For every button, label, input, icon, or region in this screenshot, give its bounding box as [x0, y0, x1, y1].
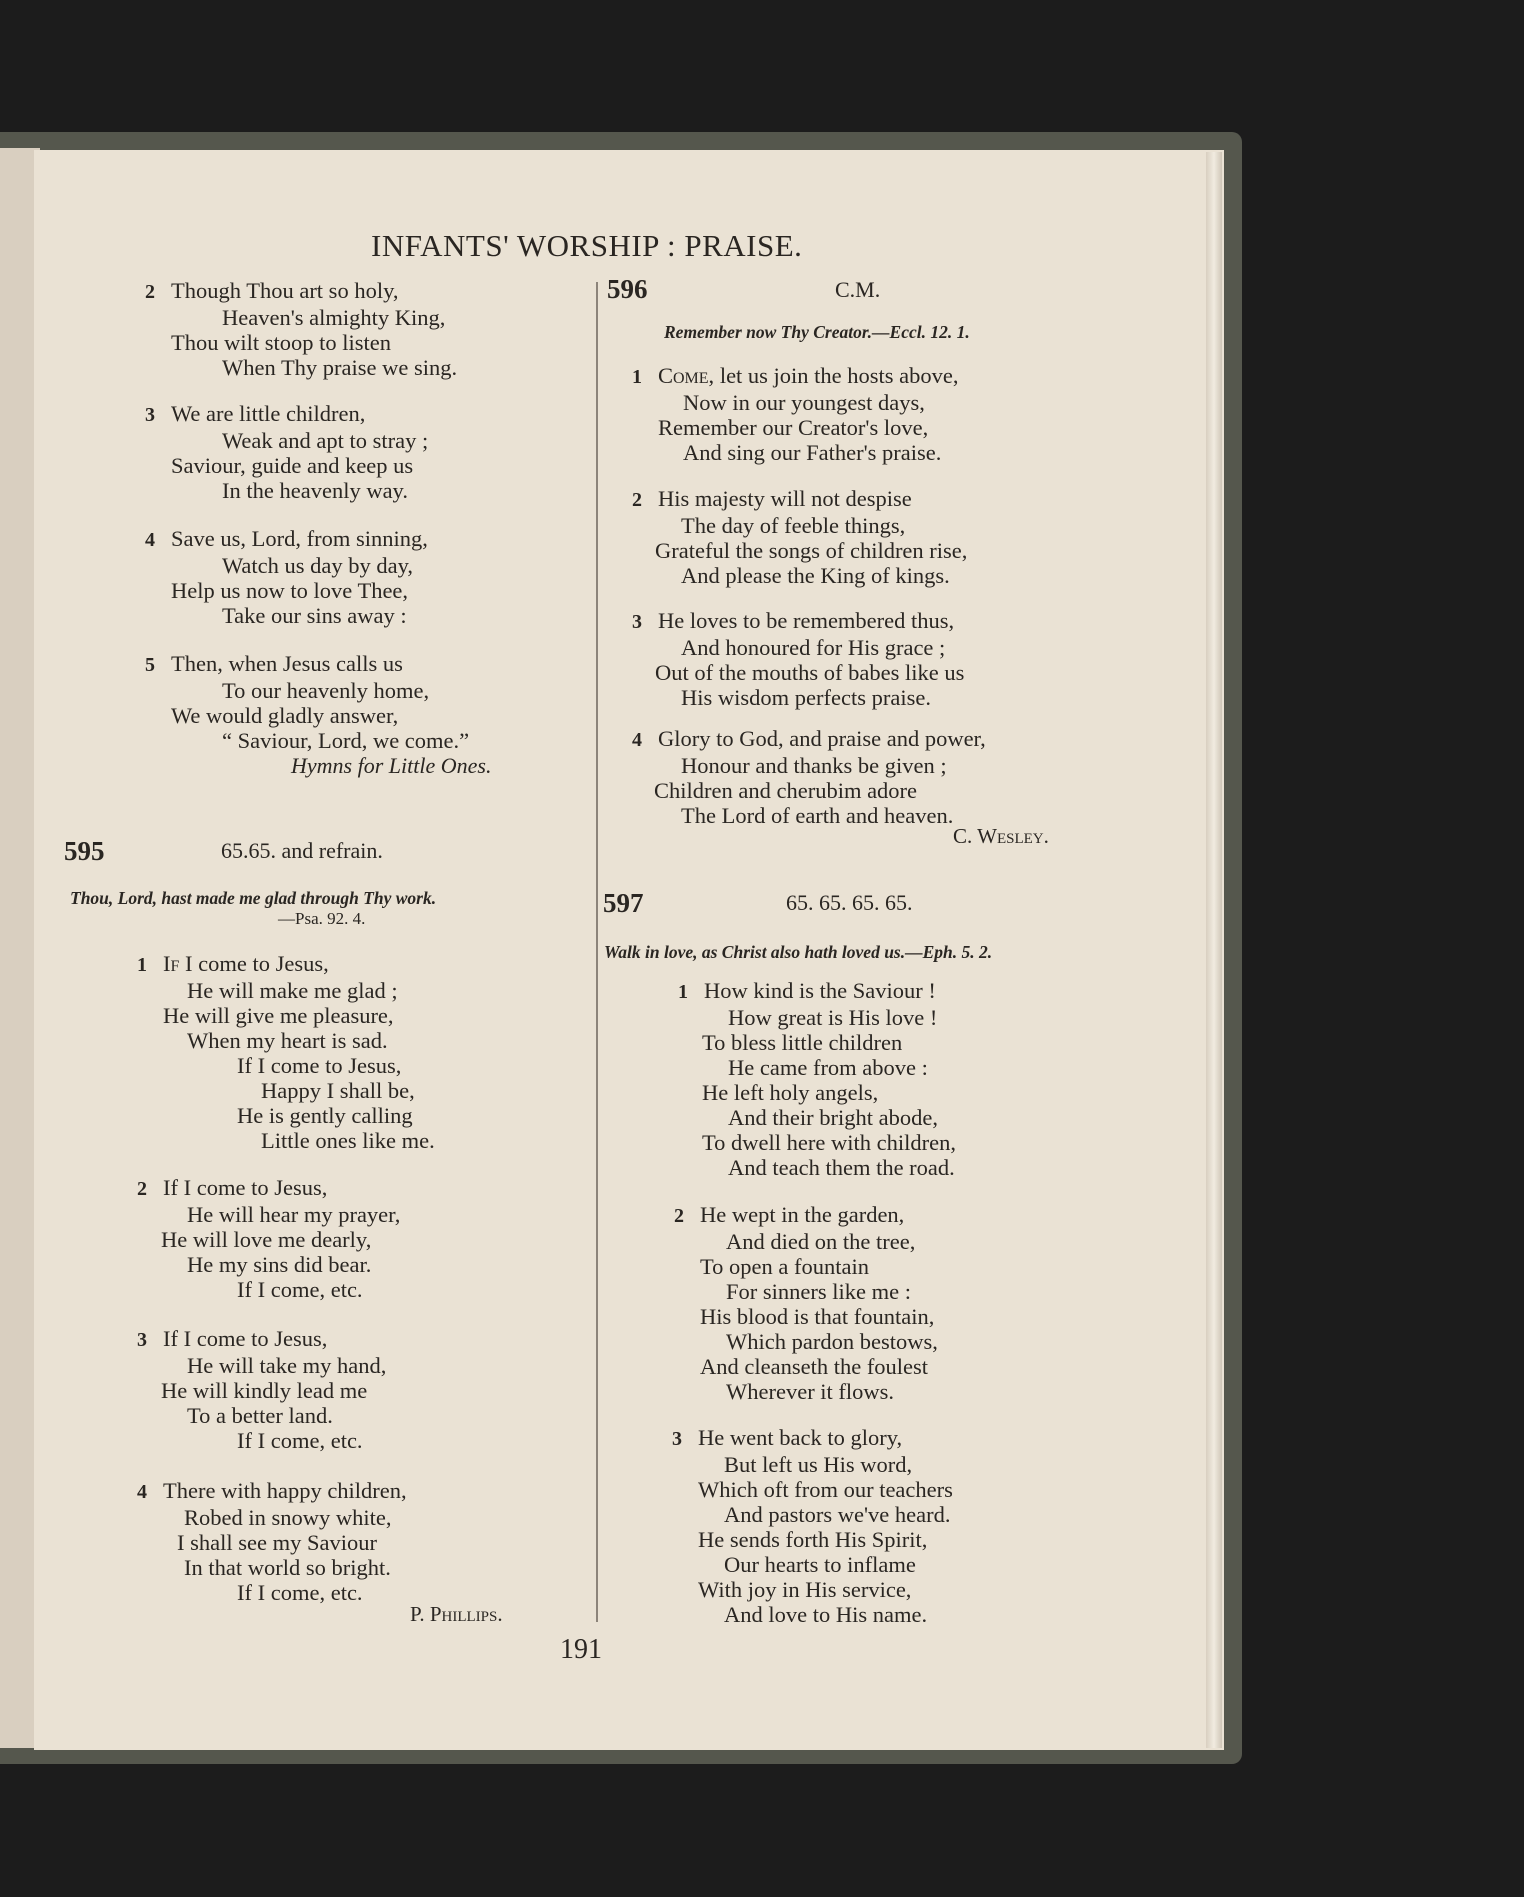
hymn-595-scripture-ref: —Psa. 92. 4. [278, 909, 366, 928]
page-edges [1206, 152, 1222, 1748]
verse-line: He sends forth His Spirit, [698, 1527, 928, 1552]
verse-line: Children and cherubim adore [654, 778, 918, 803]
verse-line: let us join the hosts above, [719, 363, 959, 388]
hymn-596-number: 596 [607, 274, 648, 304]
hymn-595-meter: 65.65. and refrain. [221, 838, 383, 863]
hymn-595-verse-1 [137, 951, 435, 1153]
verse-number: 5 [145, 654, 155, 676]
verse-number: 2 [145, 281, 155, 303]
verse-line: When my heart is sad. [187, 1028, 388, 1053]
hymn-595-verse-4 [137, 1478, 407, 1605]
verse-line: If I come to Jesus, [237, 1053, 402, 1078]
verse-line: Now in our youngest days, [683, 390, 925, 415]
hymn-597-meter: 65. 65. 65. 65. [786, 890, 913, 915]
verse-line: He loves to be remembered thus, [658, 608, 955, 633]
column-rule [596, 282, 598, 1622]
verse-line: I shall see my Saviour [177, 1530, 377, 1555]
verse-line: But left us His word, [724, 1452, 913, 1477]
verse-number: 3 [672, 1428, 682, 1450]
hymn-595-verse-3 [137, 1326, 386, 1453]
verse-line: His majesty will not despise [658, 486, 912, 511]
verse-line: And their bright abode, [728, 1105, 938, 1130]
verse-line: And please the King of kings. [681, 563, 950, 588]
verse-line: With joy in His service, [698, 1577, 912, 1602]
verse-line: If I come, etc. [237, 1428, 363, 1453]
verse-first-word: If [163, 951, 180, 976]
verse-number: 2 [632, 489, 642, 511]
verse-line: He went back to glory, [698, 1425, 903, 1450]
verse-line: Honour and thanks be given ; [681, 753, 947, 778]
verse-line: If I come to Jesus, [163, 1326, 328, 1351]
verse-line: Which pardon bestows, [726, 1329, 938, 1354]
hymn-595-scripture: Thou, Lord, hast made me glad through Thy work. [70, 888, 437, 908]
verse-line: Little ones like me. [261, 1128, 435, 1153]
hymn-596-verse-3 [632, 608, 964, 710]
verse-line: Thou wilt stoop to listen [171, 330, 392, 355]
verse-number: 2 [137, 1178, 147, 1200]
verse-line: How kind is the Saviour ! [704, 978, 936, 1003]
hymn-594-verse-3 [145, 401, 428, 503]
verse-line: Robed in snowy white, [184, 1505, 392, 1530]
verse-line: If I come, etc. [237, 1580, 363, 1605]
hymn-597-verse-1 [678, 978, 956, 1180]
hymn-596-meter: C.M. [835, 277, 881, 302]
verse-line: We are little children, [171, 401, 366, 426]
verse-line: To a better land. [187, 1403, 333, 1428]
verse-line: Out of the mouths of babes like us [655, 660, 965, 685]
hymn-595-verse-2 [137, 1175, 400, 1302]
verse-line: Weak and apt to stray ; [222, 428, 429, 453]
verse-line: And sing our Father's praise. [683, 440, 942, 465]
verse-line: We would gladly answer, [171, 703, 399, 728]
verse-line: If I come, etc. [237, 1277, 363, 1302]
verse-line: He left holy angels, [702, 1080, 879, 1105]
verse-line: Help us now to love Thee, [171, 578, 409, 603]
verse-line: He will take my hand, [187, 1353, 387, 1378]
verse-line: To our heavenly home, [222, 678, 430, 703]
verse-line: He will love me dearly, [161, 1227, 372, 1252]
hymn-595-number: 595 [64, 836, 105, 866]
verse-line: There with happy children, [163, 1478, 407, 1503]
verse-line: In that world so bright. [184, 1555, 391, 1580]
verse-line: Glory to God, and praise and power, [658, 726, 986, 751]
verse-line: To open a fountain [700, 1254, 870, 1279]
verse-line: Though Thou art so holy, [171, 278, 399, 303]
verse-number: 3 [632, 611, 642, 633]
verse-line: Grateful the songs of children rise, [655, 538, 968, 563]
verse-line: If I come to Jesus, [163, 1175, 328, 1200]
hymn-594-verse-2 [145, 278, 457, 380]
hymn-597-number: 597 [603, 888, 644, 918]
verse-line: Take our sins away : [222, 603, 407, 628]
verse-line: Saviour, guide and keep us [171, 453, 414, 478]
verse-line: He is gently calling [237, 1103, 413, 1128]
verse-line: To dwell here with children, [702, 1130, 956, 1155]
verse-line: He will hear my prayer, [187, 1202, 401, 1227]
verse-line: He will kindly lead me [161, 1378, 368, 1403]
verse-line: His wisdom perfects praise. [681, 685, 931, 710]
verse-line: Save us, Lord, from sinning, [171, 526, 428, 551]
verse-number: 3 [145, 404, 155, 426]
running-head: INFANTS' WORSHIP : PRAISE. [371, 228, 803, 263]
verse-line: When Thy praise we sing. [222, 355, 458, 380]
verse-line: And teach them the road. [728, 1155, 955, 1180]
verse-line: Our hearts to inflame [724, 1552, 916, 1577]
verse-line: Which oft from our teachers [698, 1477, 953, 1502]
hymn-597-verse-3 [672, 1425, 953, 1627]
hymn-596-verse-2 [632, 486, 967, 588]
verse-number: 1 [678, 981, 688, 1003]
verse-line: He came from above : [728, 1055, 928, 1080]
verse-line: And died on the tree, [726, 1229, 916, 1254]
verse-line: Remember our Creator's love, [658, 415, 929, 440]
verse-number: 2 [674, 1205, 684, 1227]
verse-line: He wept in the garden, [700, 1202, 905, 1227]
verse-number: 4 [137, 1481, 147, 1503]
verse-line: The day of feeble things, [681, 513, 906, 538]
hymn-597-scripture: Walk in love, as Christ also hath loved us.—Eph. 5. 2. [604, 942, 993, 962]
verse-line: He my sins did bear. [187, 1252, 372, 1277]
hymn-596-verse-4 [632, 726, 986, 828]
verse-line: Watch us day by day, [222, 553, 414, 578]
verse-line: In the heavenly way. [222, 478, 408, 503]
verse-number: 4 [632, 729, 642, 751]
verse-number: 4 [145, 529, 155, 551]
hymn-596-attribution: C. Wesley. [953, 824, 1049, 848]
hymn-594-verse-5 [145, 651, 469, 753]
verse-line: The Lord of earth and heaven. [681, 803, 954, 828]
hymn-597-verse-2 [674, 1202, 938, 1404]
verse-line: He will give me pleasure, [163, 1003, 394, 1028]
verse-first-word: Come, [658, 363, 715, 388]
hymn-596-verse-1 [632, 363, 959, 465]
verse-line: He will make me glad ; [187, 978, 398, 1003]
hymn-595-attribution: P. Phillips. [410, 1602, 503, 1626]
verse-line: “ Saviour, Lord, we come.” [222, 728, 470, 753]
verse-number: 3 [137, 1329, 147, 1351]
hymn-596-scripture: Remember now Thy Creator.—Eccl. 12. 1. [664, 322, 970, 342]
verse-number: 1 [137, 954, 147, 976]
page-number: 191 [560, 1634, 602, 1665]
verse-line: Then, when Jesus calls us [171, 651, 403, 676]
verse-line: I come to Jesus, [185, 951, 329, 976]
verse-line: And cleanseth the foulest [700, 1354, 929, 1379]
verse-line: For sinners like me : [726, 1279, 911, 1304]
verse-line: How great is His love ! [728, 1005, 938, 1030]
verse-line: Wherever it flows. [726, 1379, 895, 1404]
verse-line: And love to His name. [724, 1602, 928, 1627]
verse-line: Happy I shall be, [261, 1078, 415, 1103]
hymn-594-attribution: Hymns for Little Ones. [291, 753, 492, 778]
verse-line: To bless little children [702, 1030, 903, 1055]
hymn-594-verse-4 [145, 526, 428, 628]
verse-line: And honoured for His grace ; [681, 635, 946, 660]
verse-line: And pastors we've heard. [724, 1502, 951, 1527]
verse-line: Heaven's almighty King, [222, 305, 446, 330]
verse-number: 1 [632, 366, 642, 388]
verse-line: His blood is that fountain, [700, 1304, 935, 1329]
